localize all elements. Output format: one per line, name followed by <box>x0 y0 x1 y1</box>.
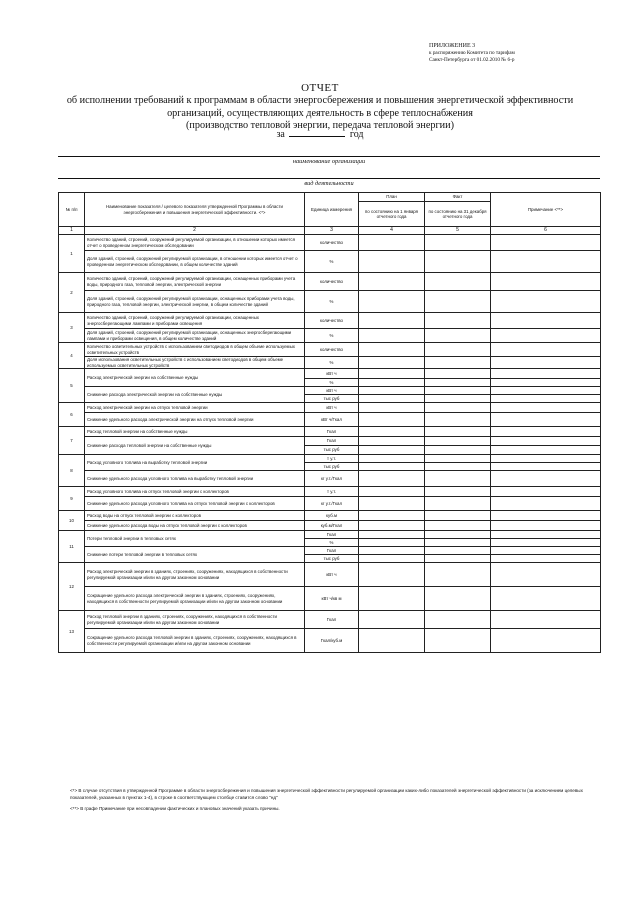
appendix-title: ПРИЛОЖЕНИЕ 3 <box>429 43 476 49</box>
fact-cell[interactable] <box>425 611 491 629</box>
plan-cell[interactable] <box>359 387 425 395</box>
indicator-cell: Снижение удельного расхода воды на отпуск тепловой энергии с коллекторов <box>85 521 305 531</box>
note-cell[interactable] <box>491 357 601 369</box>
table-row <box>59 471 601 487</box>
plan-cell[interactable] <box>359 343 425 357</box>
note-cell[interactable] <box>491 343 601 357</box>
table-row <box>59 413 601 427</box>
indicator-cell: Расход тепловой энергии в зданиях, строениях, сооружениях, находящихся в собственности регулируемой организации и/или на другом законном основании <box>85 611 305 629</box>
header-indicator: Наименование показателя / целевого показателя утвержденной Программы в области энергосбережения и повышения энергетической эффективности. <*> <box>85 193 305 227</box>
row-number: 11 <box>59 531 85 563</box>
table-row <box>59 521 601 531</box>
unit-cell: кг у.т./Гкал <box>305 471 359 487</box>
table-row <box>59 313 601 329</box>
indicator-cell: Расход электрической энергии на отпуск тепловой энергии <box>85 403 305 413</box>
fact-cell[interactable] <box>425 313 491 329</box>
note-cell[interactable] <box>491 463 601 471</box>
org-name-caption: наименование организации <box>292 158 366 165</box>
fact-cell[interactable] <box>425 487 491 497</box>
unit-cell: Гкал <box>305 547 359 555</box>
plan-cell[interactable] <box>359 273 425 291</box>
table-row <box>59 387 601 395</box>
indicator-cell: Сокращение удельного расхода электрической энергии в зданиях, строениях, сооружениях, находящихся в собственности регулируемой организации и/или на другом законном основании <box>85 587 305 611</box>
plan-cell[interactable] <box>359 413 425 427</box>
header-plan: План <box>359 193 425 202</box>
report-subtitle-line-2: организаций, осуществляющих деятельность в сфере теплоснабжения <box>167 107 473 119</box>
index-cell: 3 <box>305 227 359 235</box>
fact-cell[interactable] <box>425 455 491 463</box>
plan-cell[interactable] <box>359 395 425 403</box>
fact-cell[interactable] <box>425 563 491 587</box>
plan-cell[interactable] <box>359 403 425 413</box>
note-cell[interactable] <box>491 471 601 487</box>
indicator-cell: Количество зданий, строений, сооружений регулируемой организации, в отношении которых имеется отчет о проведенном энергетическом обследовании <box>85 235 305 251</box>
unit-cell: % <box>305 251 359 273</box>
indicator-cell: Доля зданий, строений, сооружений регулируемой организации, в отношении которых имеется отчет о проведенном энергетическом обследовании, в общем количестве зданий <box>85 251 305 273</box>
plan-cell[interactable] <box>359 563 425 587</box>
indicator-cell: Потери тепловой энергии в тепловых сетях <box>85 531 305 547</box>
unit-cell: т у.т. <box>305 487 359 497</box>
fact-cell[interactable] <box>425 539 491 547</box>
unit-cell: количество <box>305 343 359 357</box>
unit-cell: тыс руб <box>305 463 359 471</box>
table-row <box>59 291 601 313</box>
plan-cell[interactable] <box>359 463 425 471</box>
table-row <box>59 273 601 291</box>
plan-cell[interactable] <box>359 379 425 387</box>
unit-cell: % <box>305 379 359 387</box>
row-number: 8 <box>59 455 85 487</box>
table-row <box>59 629 601 653</box>
note-cell[interactable] <box>491 437 601 446</box>
note-cell[interactable] <box>491 497 601 511</box>
note-cell[interactable] <box>491 369 601 379</box>
table-row <box>59 235 601 251</box>
fact-cell[interactable] <box>425 427 491 437</box>
fact-cell[interactable] <box>425 471 491 487</box>
unit-cell: кВт ч <box>305 387 359 395</box>
table-row <box>59 563 601 587</box>
unit-cell: Гкал <box>305 437 359 446</box>
index-row <box>59 227 601 235</box>
unit-cell: количество <box>305 313 359 329</box>
plan-cell[interactable] <box>359 235 425 251</box>
report-subtitle-line-1: об исполнении требований к программам в области энергосбережения и повышения энергетической эффективности <box>66 95 574 106</box>
index-cell: 1 <box>59 227 85 235</box>
fact-cell[interactable] <box>425 446 491 455</box>
unit-cell: тыс руб <box>305 446 359 455</box>
plan-cell[interactable] <box>359 487 425 497</box>
fact-cell[interactable] <box>425 629 491 653</box>
unit-cell: кг у.т./Гкал <box>305 497 359 511</box>
note-cell[interactable] <box>491 611 601 629</box>
indicator-cell: Количество осветительных устройств с использованием светодиодов в общем объеме используемых осветительных устройств <box>85 343 305 357</box>
unit-cell: куб.м <box>305 511 359 521</box>
note-cell[interactable] <box>491 446 601 455</box>
note-cell[interactable] <box>491 587 601 611</box>
header-num: № п/п <box>59 193 85 227</box>
table-row <box>59 487 601 497</box>
note-cell[interactable] <box>491 555 601 563</box>
row-number: 1 <box>59 235 85 273</box>
note-cell[interactable] <box>491 455 601 463</box>
row-number: 6 <box>59 403 85 427</box>
plan-cell[interactable] <box>359 313 425 329</box>
fact-cell[interactable] <box>425 521 491 531</box>
note-cell[interactable] <box>491 387 601 395</box>
unit-cell: кВт ч <box>305 563 359 587</box>
indicator-cell: Снижение расхода тепловой энергии на собственные нужды <box>85 437 305 455</box>
plan-cell[interactable] <box>359 455 425 463</box>
note-cell[interactable] <box>491 273 601 291</box>
unit-cell: Гкал <box>305 611 359 629</box>
unit-cell: % <box>305 539 359 547</box>
indicator-cell: Снижение потери тепловой энергии в тепловых сетях <box>85 547 305 563</box>
note-cell[interactable] <box>491 521 601 531</box>
indicator-cell: Количество зданий, строений, сооружений регулируемой организации, оснащенных приборами учета воды, природного газа, тепловой энергии, электрической энергии <box>85 273 305 291</box>
indicator-cell: Доля использования осветительных устройств с использованием светодиодов в общем объеме используемых осветительных устройств <box>85 357 305 369</box>
table-row <box>59 369 601 379</box>
plan-cell[interactable] <box>359 611 425 629</box>
plan-cell[interactable] <box>359 587 425 611</box>
table-row <box>59 357 601 369</box>
fact-cell[interactable] <box>425 547 491 555</box>
unit-cell: кВт ч/кв м <box>305 587 359 611</box>
row-number: 7 <box>59 427 85 455</box>
report-table <box>58 192 601 653</box>
indicator-cell: Расход электрической энергии на собственные нужды <box>85 369 305 387</box>
note-cell[interactable] <box>491 379 601 387</box>
indicator-cell: Доля зданий, строений, сооружений регулируемой организации, оснащенных приборами учета воды, природного газа, тепловой энергии, электрической энергии, в общем количестве зданий <box>85 291 305 313</box>
indicator-cell: Расход воды на отпуск тепловой энергии с коллекторов <box>85 511 305 521</box>
plan-cell[interactable] <box>359 629 425 653</box>
table-row <box>59 511 601 521</box>
row-number: 4 <box>59 343 85 369</box>
fact-cell[interactable] <box>425 343 491 357</box>
indicator-cell: Сокращение удельного расхода тепловой энергии в зданиях, строениях, сооружениях, находящихся в собственности регулируемой организации и/или на другом законном основании <box>85 629 305 653</box>
report-table-body <box>59 235 601 653</box>
index-cell: 2 <box>85 227 305 235</box>
indicator-cell: Расход условного топлива на отпуск тепловой энергии с коллекторов <box>85 487 305 497</box>
fact-cell[interactable] <box>425 555 491 563</box>
fact-cell[interactable] <box>425 379 491 387</box>
row-number: 9 <box>59 487 85 511</box>
header-note: Примечание <**> <box>491 193 601 227</box>
fact-cell[interactable] <box>425 329 491 343</box>
unit-cell: количество <box>305 235 359 251</box>
indicator-cell: Расход тепловой энергии на собственные нужды <box>85 427 305 437</box>
unit-cell: количество <box>305 273 359 291</box>
header-fact-sub: по состоянию на 31 декабря отчетного года <box>425 202 491 227</box>
footnote-2: <**> В графе Примечание при несовпадении фактических и плановых значений указать причины. <box>70 806 280 811</box>
appendix-line-1: к распоряжению Комитета по тарифам <box>429 50 515 56</box>
table-row <box>59 547 601 555</box>
fact-cell[interactable] <box>425 403 491 413</box>
note-cell[interactable] <box>491 487 601 497</box>
fact-cell[interactable] <box>425 273 491 291</box>
indicator-cell: Количество зданий, строений, сооружений регулируемой организации, оснащенных энергосберегающими лампами и приборами освещения <box>85 313 305 329</box>
row-number: 5 <box>59 369 85 403</box>
plan-cell[interactable] <box>359 521 425 531</box>
table-row <box>59 329 601 343</box>
table-row <box>59 251 601 273</box>
unit-cell: тыс руб <box>305 555 359 563</box>
plan-cell[interactable] <box>359 357 425 369</box>
note-cell[interactable] <box>491 235 601 251</box>
row-number: 13 <box>59 611 85 653</box>
plan-cell[interactable] <box>359 539 425 547</box>
fact-cell[interactable] <box>425 413 491 427</box>
fact-cell[interactable] <box>425 497 491 511</box>
fact-cell[interactable] <box>425 387 491 395</box>
table-row <box>59 497 601 511</box>
fact-cell[interactable] <box>425 463 491 471</box>
report-year <box>0 128 640 140</box>
table-row <box>59 437 601 446</box>
note-cell[interactable] <box>491 511 601 521</box>
footnote-1: <*> В случае отсутствия в утвержденной Программе в области энергосбережения и повышения энергетической эффективности регулируемой организации каких-либо показателей энергетической эффективности (за исключением целевых показателей, указанных в пунктах 1-4), в строке в соответствующем столбце ставится слово "нд" <box>70 788 583 800</box>
row-number: 3 <box>59 313 85 343</box>
indicator-cell: Снижение удельного расхода условного топлива на выработку тепловой энергии <box>85 471 305 487</box>
plan-cell[interactable] <box>359 251 425 273</box>
index-cell: 5 <box>425 227 491 235</box>
unit-cell: куб.м/Гкал <box>305 521 359 531</box>
table-row <box>59 343 601 357</box>
activity-line <box>58 178 600 179</box>
unit-cell: тыс руб <box>305 395 359 403</box>
note-cell[interactable] <box>491 403 601 413</box>
fact-cell[interactable] <box>425 357 491 369</box>
appendix-block <box>429 43 609 64</box>
fact-cell[interactable] <box>425 291 491 313</box>
fact-cell[interactable] <box>425 437 491 446</box>
year-blank-field <box>289 128 345 137</box>
appendix-line-2: Санкт-Петербурга от 01.02.2010 № 6-р <box>429 57 515 63</box>
fact-cell[interactable] <box>425 587 491 611</box>
plan-cell[interactable] <box>359 511 425 521</box>
activity-caption: вид деятельности <box>304 180 354 187</box>
note-cell[interactable] <box>491 291 601 313</box>
table-row <box>59 611 601 629</box>
table-row <box>59 427 601 437</box>
note-cell[interactable] <box>491 539 601 547</box>
unit-cell: Гкал <box>305 531 359 539</box>
report-subtitle-line-3: (производство тепловой энергии, передача тепловой энергии) <box>186 120 454 132</box>
unit-cell: % <box>305 357 359 369</box>
table-row <box>59 587 601 611</box>
indicator-cell: Доля зданий, строений, сооружений регулируемой организации, оснащенных энергосберегающими лампами и приборами освещения, в общем количестве зданий <box>85 329 305 343</box>
org-name-line <box>58 156 600 157</box>
header-unit: Единица измерения <box>305 193 359 227</box>
report-title: ОТЧЕТ <box>301 82 339 94</box>
table-row <box>59 531 601 539</box>
unit-cell: Гкал/куб.м <box>305 629 359 653</box>
indicator-cell: Снижение удельного расхода условного топлива на отпуск тепловой энергии с коллекторов <box>85 497 305 511</box>
year-suffix: год <box>349 129 364 140</box>
header-plan-sub: по состоянию на 1 января отчетного года <box>359 202 425 227</box>
fact-cell[interactable] <box>425 251 491 273</box>
index-cell: 6 <box>491 227 601 235</box>
index-cell: 4 <box>359 227 425 235</box>
unit-cell: т у.т. <box>305 455 359 463</box>
unit-cell: % <box>305 329 359 343</box>
plan-cell[interactable] <box>359 446 425 455</box>
fact-cell[interactable] <box>425 235 491 251</box>
indicator-cell: Снижение расхода электрической энергии на собственные нужды <box>85 387 305 403</box>
note-cell[interactable] <box>491 427 601 437</box>
note-cell[interactable] <box>491 413 601 427</box>
plan-cell[interactable] <box>359 291 425 313</box>
note-cell[interactable] <box>491 629 601 653</box>
unit-cell: кВт ч <box>305 369 359 379</box>
note-cell[interactable] <box>491 329 601 343</box>
footnotes <box>70 787 590 816</box>
row-number: 2 <box>59 273 85 313</box>
year-prefix: за <box>276 129 285 140</box>
note-cell[interactable] <box>491 395 601 403</box>
note-cell[interactable] <box>491 563 601 587</box>
indicator-cell: Снижение удельного расхода электрической энергии на отпуск тепловой энергии <box>85 413 305 427</box>
table-row <box>59 403 601 413</box>
plan-cell[interactable] <box>359 497 425 511</box>
row-number: 12 <box>59 563 85 611</box>
plan-cell[interactable] <box>359 369 425 379</box>
note-cell[interactable] <box>491 313 601 329</box>
unit-cell: кВт ч/Гкал <box>305 413 359 427</box>
fact-cell[interactable] <box>425 369 491 379</box>
note-cell[interactable] <box>491 251 601 273</box>
plan-cell[interactable] <box>359 547 425 555</box>
note-cell[interactable] <box>491 531 601 539</box>
unit-cell: Гкал <box>305 427 359 437</box>
row-number: 10 <box>59 511 85 531</box>
plan-cell[interactable] <box>359 329 425 343</box>
plan-cell[interactable] <box>359 427 425 437</box>
fact-cell[interactable] <box>425 395 491 403</box>
table-row <box>59 455 601 463</box>
plan-cell[interactable] <box>359 531 425 539</box>
plan-cell[interactable] <box>359 555 425 563</box>
fact-cell[interactable] <box>425 511 491 521</box>
unit-cell: % <box>305 291 359 313</box>
header-fact: Факт <box>425 193 491 202</box>
plan-cell[interactable] <box>359 471 425 487</box>
note-cell[interactable] <box>491 547 601 555</box>
indicator-cell: Расход условного топлива на выработку тепловой энергии <box>85 455 305 471</box>
plan-cell[interactable] <box>359 437 425 446</box>
unit-cell: кВт ч <box>305 403 359 413</box>
fact-cell[interactable] <box>425 531 491 539</box>
indicator-cell: Расход электрической энергии в зданиях, строениях, сооружениях, находящихся в собственности регулируемой организации и/или на другом законном основании <box>85 563 305 587</box>
